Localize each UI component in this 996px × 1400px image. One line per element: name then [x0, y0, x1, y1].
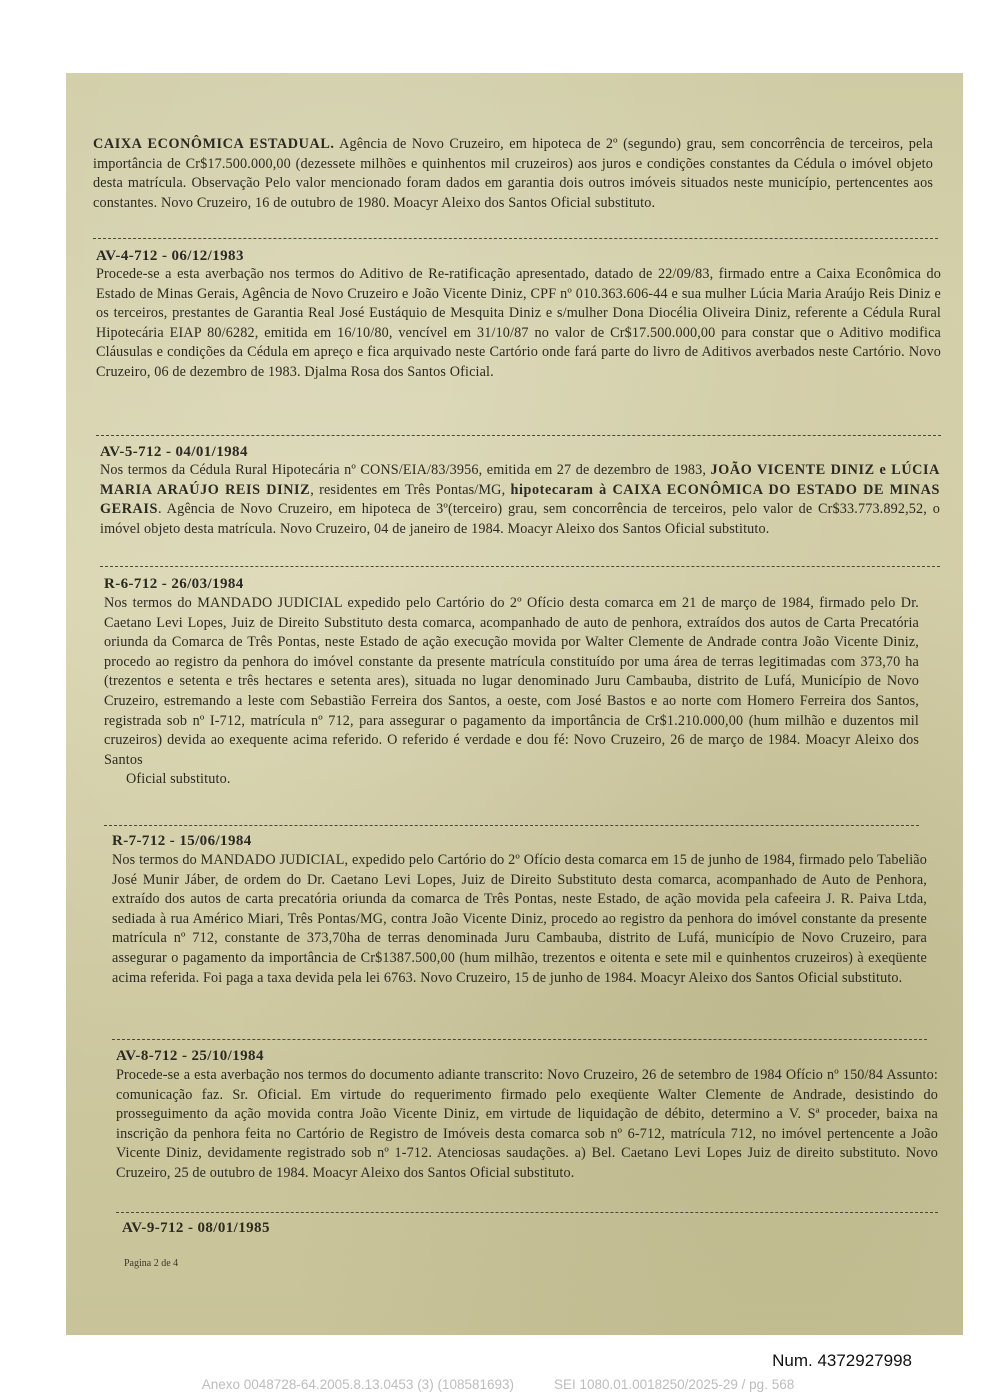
entry-body-r7: Nos termos do MANDADO JUDICIAL, expedido pelo Cartório do 2º Ofício desta comarca em 15 de junho de 1984, firmado pelo Tabelião José Munir Jáber, de ordem do Dr. Caetano Levi Lopes, Juiz de Direito Substituto desta comarca, acompanhado de Auto de Penhora, extraído dos autos de carta precatória oriunda da comarca de Três Pontas, neste Estado, de ação movida pela cafeeira J. R. Paiva Ltda, sediada à rua Américo Miari, Três Pontas/MG, contra João Vicente Diniz, procedo ao registro da penhora do imóvel constante da presente matrícula nº 712, constante de 373,70ha de terras denominada Juru Cambauba, distrito de Lufá, município de Novo Cruzeiro, para assegurar o pagamento da importância de Cr$1387.500,00 (hum milhão, trezentos e oitenta e sete mil e quinhentos cruzeiros) à exeqüente acima referida. Foi paga a taxa devida pela lei 6763. Novo Cruzeiro, 15 de junho de 1984. Moacyr Aleixo dos Santos Oficial substituto. — [112, 852, 927, 986]
intro-paragraph — [93, 135, 933, 213]
r6-signature: Oficial substituto. — [126, 771, 231, 788]
scanned-registry-page — [66, 73, 963, 1335]
entry-heading-av9: AV-9-712 - 08/01/1985 — [122, 1220, 270, 1236]
page-number-label: Pagina 2 de 4 — [124, 1258, 179, 1269]
entry-heading-r7: R-7-712 - 15/06/1984 — [112, 833, 252, 849]
entry-heading-av4: AV-4-712 - 06/12/1983 — [96, 248, 244, 264]
footer-sei: SEI 1080.01.0018250/2025-29 / pg. 568 — [554, 1377, 795, 1392]
av5-debtors-bold: JOÃO VICENTE DINIZ e LÚCIA MARIA ARAÚJO REIS DINIZ — [100, 462, 940, 498]
av5-text-middle: , residentes em Três Pontas/MG, — [310, 481, 511, 498]
entry-body-r6 — [104, 594, 919, 790]
entry-body-av5 — [100, 461, 940, 539]
entry-separator — [104, 825, 919, 826]
entry-heading-av8: AV-8-712 - 25/10/1984 — [116, 1048, 264, 1064]
av5-text-after: . Agência de Novo Cruzeiro, em hipoteca de 3º(terceiro) grau, sem concorrência de terceiros, pelo valor de Cr$33.773.892,52, o imóvel objeto desta matrícula. Novo Cruzeiro, 04 de janeiro de 1984. Moacyr Aleixo dos Santos Oficial substituto. — [100, 501, 940, 537]
intro-text: Agência de Novo Cruzeiro, em hipoteca de 2º (segundo) grau, sem concorrência de terceiros, pela importância de Cr$17.500.000,00 (dezessete milhões e quinhentos mil cruzeiros) aos juros e condições constantes da Cédula o imóvel objeto desta matrícula. Observação Pelo valor mencionado foram dados em garantia dois outros imóveis situados neste município, pertencentes aos constantes. Novo Cruzeiro, 16 de outubro de 1980. Moacyr Aleixo dos Santos Oficial substituto. — [93, 136, 933, 211]
entry-heading-r6: R-6-712 - 26/03/1984 — [104, 576, 244, 592]
footer-annex: Anexo 0048728-64.2005.8.13.0453 (3) (108581693) — [201, 1377, 515, 1392]
intro-lead-bold: CAIXA ECONÔMICA ESTADUAL. — [93, 136, 335, 152]
footer-reference — [0, 1377, 996, 1392]
document-number: Num. 4372927998 — [772, 1351, 912, 1370]
entry-separator — [112, 1039, 927, 1040]
entry-separator — [116, 1212, 938, 1213]
entry-separator — [93, 238, 938, 239]
entry-separator — [100, 566, 940, 567]
r6-text: Nos termos do MANDADO JUDICIAL expedido pelo Cartório do 2º Ofício desta comarca em 21 de março de 1984, firmado pelo Dr. Caetano Levi Lopes, Juiz de Direito Substituto desta comarca, acompanhado de auto de penhora, extraídos dos autos de Carta Precatória oriunda da Comarca de Três Pontas, neste Estado de ação execução movida por Walter Clemente de Andrade contra João Vicente Diniz, procedo ao registro da penhora do imóvel constante da presente matrícula constituído por uma área de terras legitimadas com 373,70 ha (trezentos e setenta e três hectares e setenta ares), situada no lugar denominado Juru Cambauba, distrito de Lufá, Município de Novo Cruzeiro, estremando a leste com Sebastião Ferreira dos Santos, a oeste, com José Bastos e ao norte com Homero Ferreira dos Santos, registrada sob nº I-712, matrícula nº 712, para assegurar o pagamento da importância de Cr$1.210.000,00 (hum milhão e duzentos mil cruzeiros) devida ao exequente acima referido. O referido é verdade e dou fé: Novo Cruzeiro, 26 de março de 1984. Moacyr Aleixo dos Santos — [104, 595, 919, 768]
entry-body-av4: Procede-se a esta averbação nos termos do Aditivo de Re-ratificação apresentado, datado de 22/09/83, firmado entre a Caixa Econômica do Estado de Minas Gerais, Agência de Novo Cruzeiro e João Vicente Diniz, CPF nº 010.363.606-44 e sua mulher Lúcia Maria Araújo Reis Diniz e os terceiros, prestantes de Garantia Real José Eustáquio de Mesquita Diniz e s/mulher Dona Diocélia Oliveira Diniz, referente a Cédula Rural Hipotecária EIAP 80/6282, emitida em 16/10/80, vencível em 31/10/87 no valor de Cr$17.500.000,00 para constar que o Aditivo modifica Cláusulas e condições da Cédula em apreço e fica arquivado neste Cartório onde fará parte do livro de Aditivos averbados neste Cartório. Novo Cruzeiro, 06 de dezembro de 1983. Djalma Rosa dos Santos Oficial. — [96, 266, 941, 380]
av5-creditor-bold: hipotecaram à CAIXA ECONÔMICA DO ESTADO DE MINAS GERAIS — [100, 481, 940, 518]
entry-body-av8: Procede-se a esta averbação nos termos do documento adiante transcrito: Novo Cruzeiro, 26 de setembro de 1984 Ofício nº 150/84 Assunto: comunicação faz. Sr. Oficial. Em virtude do requerimento firmado pelo exeqüente Walter Clemente de Andrade, desistindo do prosseguimento da ação movida contra João Vicente Diniz, em virtude de liquidação de débito, determino a V. Sª proceder, baixa na inscrição da penhora feita no Cartório de Registro de Imóveis desta comarca sob nº 6-712, matrícula 712, no imóvel pertencente a João Vicente Diniz, devidamente registrado sob nº 1-712. Atenciosas saudações. a) Bel. Caetano Levi Lopes Juiz de direito substituto. Novo Cruzeiro, 25 de outubro de 1984. Moacyr Aleixo dos Santos Oficial substituto. — [116, 1067, 938, 1181]
av5-text-before: Nos termos da Cédula Rural Hipotecária nº CONS/EIA/83/3956, emitida em 27 de dezembro de 1983, — [100, 462, 711, 478]
entry-separator — [96, 435, 941, 436]
entry-heading-av5: AV-5-712 - 04/01/1984 — [100, 444, 248, 460]
